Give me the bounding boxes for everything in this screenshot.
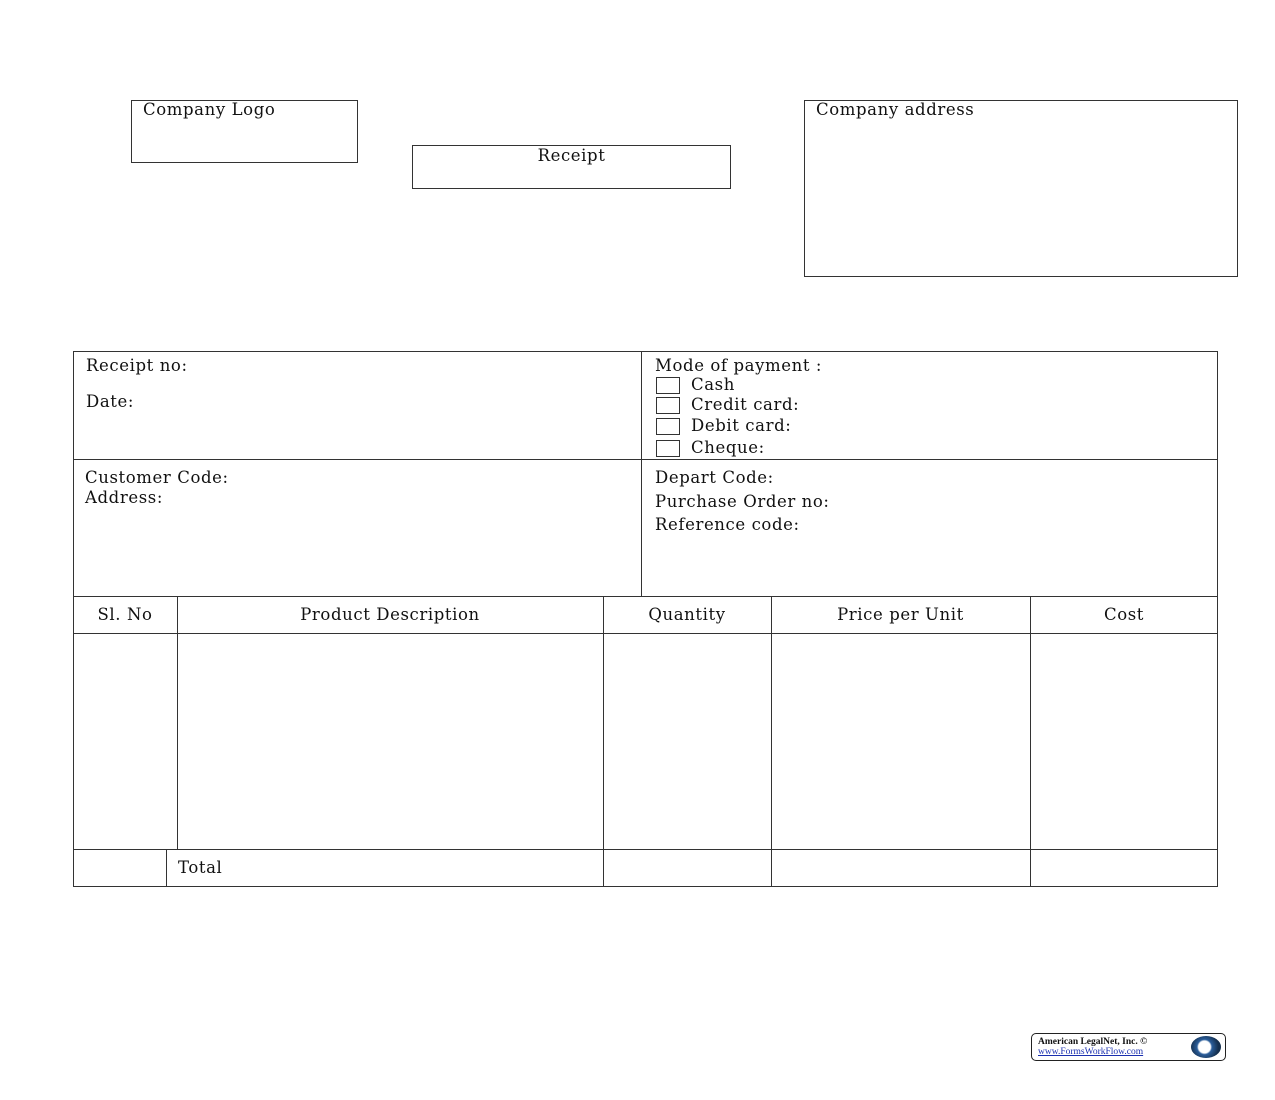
mode-of-payment-label: Mode of payment : [655, 356, 823, 375]
debit-card-label: Debit card: [691, 416, 792, 435]
col-product-description: Product Description [300, 605, 480, 624]
cheque-label: Cheque: [691, 438, 765, 457]
cash-label: Cash [691, 375, 735, 394]
customer-code-label: Customer Code: [85, 468, 229, 487]
credit-card-label: Credit card: [691, 395, 800, 414]
badge-company: American LegalNet, Inc. © [1038, 1037, 1148, 1047]
depart-code-label: Depart Code: [655, 468, 774, 487]
total-label: Total [178, 858, 223, 877]
american-legalnet-badge [1031, 1033, 1226, 1061]
badge-url[interactable]: www.FormsWorkFlow.com [1038, 1047, 1144, 1057]
col-quantity: Quantity [648, 605, 726, 624]
date-label: Date: [86, 392, 135, 411]
company-address-box [804, 100, 1238, 277]
credit-card-checkbox[interactable] [656, 397, 680, 414]
col-sl-no: Sl. No [97, 605, 153, 624]
purchase-order-label: Purchase Order no: [655, 492, 830, 511]
col-cost: Cost [1103, 605, 1145, 624]
debit-card-checkbox[interactable] [656, 418, 680, 435]
company-logo-label: Company Logo [143, 100, 276, 119]
company-address-label: Company address [816, 100, 975, 119]
address-label: Address: [85, 488, 163, 507]
reference-code-label: Reference code: [655, 515, 800, 534]
receipt-no-label: Receipt no: [86, 356, 188, 375]
receipt-title: Receipt [537, 146, 606, 165]
globe-logo-icon [1191, 1036, 1221, 1058]
cash-checkbox[interactable] [656, 377, 680, 394]
cheque-checkbox[interactable] [656, 440, 680, 457]
col-price-per-unit: Price per Unit [837, 605, 964, 624]
